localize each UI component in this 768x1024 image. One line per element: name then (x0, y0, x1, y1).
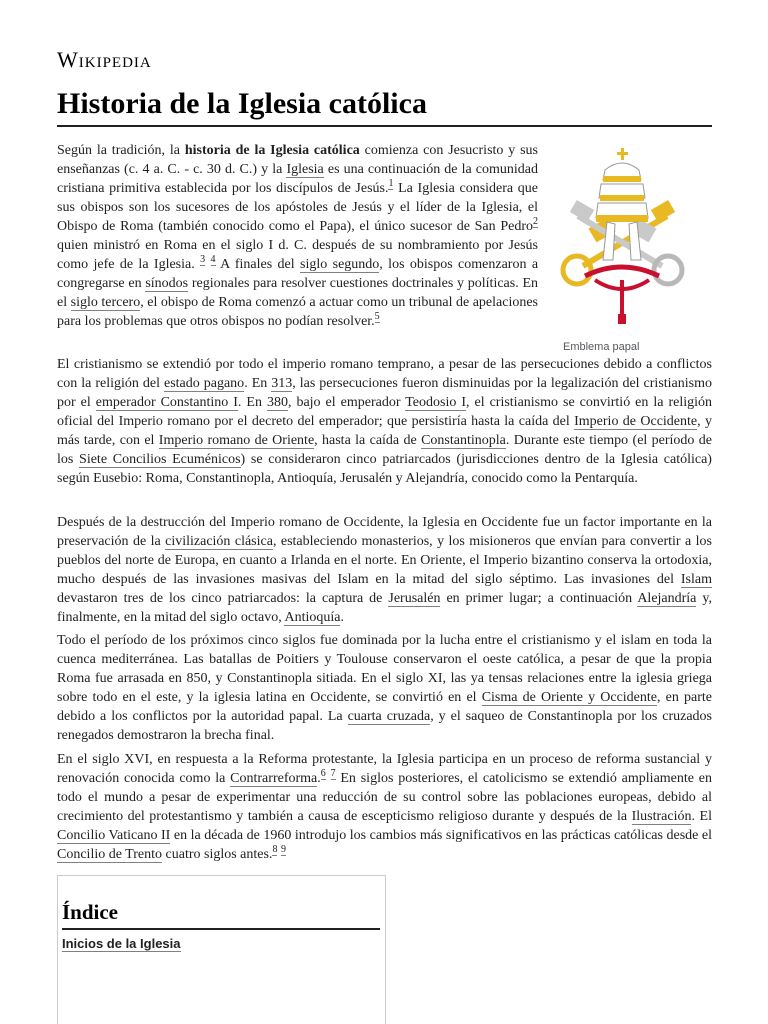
link-imperio-oriente[interactable]: Imperio romano de Oriente (158, 433, 315, 448)
link-ilustracion[interactable]: Ilustración (631, 809, 692, 824)
table-of-contents (57, 875, 386, 1024)
paragraph-2: El cristianismo se extendió por todo el imperio romano temprano, a pesar de las persecuciones debido a conflictos con la religión del estado pagano. En 313, las persecuciones fueron disminuidas por la legalización del cristianismo por el emperador Constantino I. En 380, bajo el emperador Teodosio I, el cristianismo se convirtió en la religión oficial del Imperio romano por el decreto del emperador; que persistiría hasta la caída del Imperio de Occidente, y más tarde, con el Imperio romano de Oriente, hasta la caída de Constantinopla. Durante este tiempo (el período de los Siete Concilios Ecuménicos) se consideraron cinco patriarcados (jurisdicciones dentro de la Iglesia católica) según Eusebio: Roma, Constantinopla, Antioquía, Jerusalén y Alejandría, conocido como la Pentarquía. (57, 357, 713, 486)
link-siglo-tercero[interactable]: siglo tercero (70, 295, 141, 310)
link-imperio-occidente[interactable]: Imperio de Occidente (574, 414, 698, 429)
bold-term: historia de la Iglesia católica (184, 143, 360, 158)
reference-link[interactable]: 8 (272, 844, 278, 856)
link-siglo-segundo[interactable]: siglo segundo (300, 257, 380, 272)
link-cisma[interactable]: Cisma de Oriente y Occidente (481, 690, 658, 705)
toc-title: Índice (62, 900, 380, 930)
reference-link[interactable]: 4 (210, 254, 216, 266)
reference-link[interactable]: 5 (374, 311, 380, 323)
link-contrarreforma[interactable]: Contrarreforma (230, 771, 318, 786)
papal-emblem-figure[interactable] (555, 148, 690, 333)
link-sinodos[interactable]: sínodos (145, 276, 189, 291)
link-civilizacion-clasica[interactable]: civilización clásica (165, 534, 273, 549)
red-cord-icon (585, 267, 659, 324)
reference-link[interactable]: 1 (388, 178, 394, 190)
link-estado-pagano[interactable]: estado pagano (163, 376, 245, 391)
link-islam[interactable]: Islam (680, 572, 712, 587)
link-concilio-trento[interactable]: Concilio de Trento (57, 847, 163, 862)
link-emperador-constantino[interactable]: emperador Constantino I (95, 395, 238, 410)
reference-link[interactable]: 3 (200, 254, 206, 266)
link-alejandria[interactable]: Alejandría (637, 591, 697, 606)
papal-emblem-image (555, 148, 690, 333)
toc-item-inicios[interactable]: Inicios de la Iglesia (62, 936, 181, 951)
link-constantinopla[interactable]: Constantinopla (421, 433, 506, 448)
reference-link[interactable]: 7 (330, 768, 336, 780)
reference-link[interactable]: 6 (320, 768, 326, 780)
link-cuarta-cruzada[interactable]: cuarta cruzada (347, 709, 431, 724)
reference-link[interactable]: 2 (533, 216, 538, 228)
paragraph-3: Después de la destrucción del Imperio romano de Occidente, la Iglesia en Occidente fue un factor importante en la preservación de la civilización clásica, estableciendo monasterios, y los misioneros que envían para convertir a los pueblos del norte de Europa, en cuanto a Irlanda en el norte. En Oriente, el Imperio bizantino conserva la ortodoxia, mucho después de las invasiones masivas del Islam en la mitad del siglo séptimo. Las invasiones del Islam devastaron tres de los cinco patriarcados: la captura de Jerusalén en primer lugar; a continuación Alejandría y, finalmente, en la mitad del siglo octavo, Antioquía. (57, 515, 712, 625)
link-vaticano-ii[interactable]: Concilio Vaticano II (57, 828, 171, 843)
link-iglesia[interactable]: Iglesia (286, 162, 324, 177)
link-siete-concilios[interactable]: Siete Concilios Ecuménicos (79, 452, 241, 467)
reference-link[interactable]: 9 (280, 844, 286, 856)
link-antioquia[interactable]: Antioquía (284, 610, 341, 625)
link-jerusalen[interactable]: Jerusalén (388, 591, 441, 606)
link-313[interactable]: 313 (271, 376, 293, 391)
intro-paragraph: Según la tradición, la historia de la Iglesia católica comienza con Jesucristo y sus enseñanzas (c. 4 a. C. - c. 30 d. C.) y la Iglesia es una continuación de la comunidad cristiana primitiva establecida por los discípulos de Jesús.$^1$ La Iglesia considera que sus obispos son los sucesores de los apóstoles de Jesús y el líder de la Iglesia, el Obispo de Roma (también conocido como el Papa), el único sucesor de San Pedro$^2$ quien ministró en Roma en el siglo I d. C. después de su nombramiento por Jesús como jefe de la Iglesia. $^3$ $^4$ A finales del siglo segundo, los obispos comenzaron a congregarse en sínodos regionales para resolver cuestiones doctrinales y políticas. En el siglo tercero, el obispo de Roma comenzó a actuar como un tribunal de apelaciones para los problemas que otros obispos no podían resolver.$^5$ (57, 143, 539, 329)
figure-caption: Emblema papal (563, 341, 640, 353)
link-teodosio[interactable]: Teodosio I (405, 395, 466, 410)
link-380[interactable]: 380 (266, 395, 288, 410)
wikipedia-logo[interactable]: Wikipedia (57, 47, 152, 72)
paragraph-4: Todo el período de los próximos cinco siglos fue dominada por la lucha entre el cristianismo y el islam en toda la cuenca mediterránea. Las batallas de Poitiers y Toulouse conservaron el oeste católica, a pesar de que la propia Roma fue arrasada en 850, y Constantinopla sitiada. En el siglo XI, las ya tensas relaciones entre la iglesia griega sobre todo en el este, y la iglesia latina en Occidente, se convirtió en el Cisma de Oriente y Occidente, en parte debido a los conflictos por la autoridad papal. La cuarta cruzada, y el saqueo de Constantinopla por los cruzados renegados demostraron la brecha final. (57, 633, 712, 743)
page-title: Historia de la Iglesia católica (57, 85, 712, 127)
paragraph-5: En el siglo XVI, en respuesta a la Reforma protestante, la Iglesia participa en un proceso de reforma sustancial y renovación conocida como la Contrarreforma.$^6$ $^7$ En siglos posteriores, el catolicismo se extendió ampliamente en todo el mundo a pesar de experimentar una reducción de su control sobre las poblaciones europeas, debido al crecimiento del protestantismo y también a causa de escepticismo religioso durante y después de la Ilustración. El Concilio Vaticano II en la década de 1960 introdujo los cambios más significativos en las prácticas católicas desde el Concilio de Trento cuatro siglos antes.$^8$ $^9$ (57, 752, 713, 862)
